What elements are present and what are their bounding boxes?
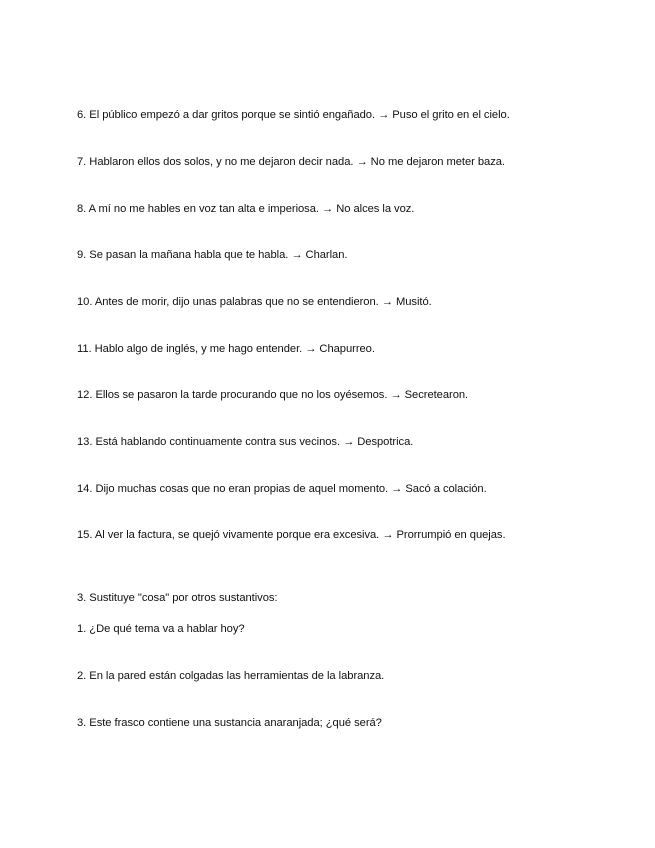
answer-line-14: 14. Dijo muchas cosas que no eran propias de aquel momento. → Sacó a colación. (77, 483, 487, 495)
answer-line-15: 15. Al ver la factura, se quejó vivamente porque era excesiva. → Prorrumpió en quejas. (77, 529, 506, 541)
answer-line-6: 6. El público empezó a dar gritos porque se sintió engañado. → Puso el grito en el cielo. (77, 109, 510, 121)
answer-line-7: 7. Hablaron ellos dos solos, y no me dejaron decir nada. → No me dejaron meter baza. (77, 156, 505, 168)
answer-line-10: 10. Antes de morir, dijo unas palabras que no se entendieron. → Musitó. (77, 296, 432, 308)
exercise-3-heading: 3. Sustituye "cosa" por otros sustantivos: (77, 592, 278, 604)
answer-line-11: 11. Hablo algo de inglés, y me hago entender. → Chapurreo. (77, 343, 375, 355)
exercise-3-item-1: 1. ¿De qué tema va a hablar hoy? (77, 623, 245, 635)
exercise-3-item-3: 3. Este frasco contiene una sustancia anaranjada; ¿qué será? (77, 717, 382, 729)
answer-line-12: 12. Ellos se pasaron la tarde procurando que no los oyésemos. → Secretearon. (77, 389, 469, 401)
answer-line-9: 9. Se pasan la mañana habla que te habla. → Charlan. (77, 249, 348, 261)
answer-line-13: 13. Está hablando continuamente contra sus vecinos. → Despotrica. (77, 436, 414, 448)
exercise-3-item-2: 2. En la pared están colgadas las herramientas de la labranza. (77, 670, 385, 682)
answer-line-8: 8. A mí no me hables en voz tan alta e imperiosa. → No alces la voz. (77, 203, 415, 215)
